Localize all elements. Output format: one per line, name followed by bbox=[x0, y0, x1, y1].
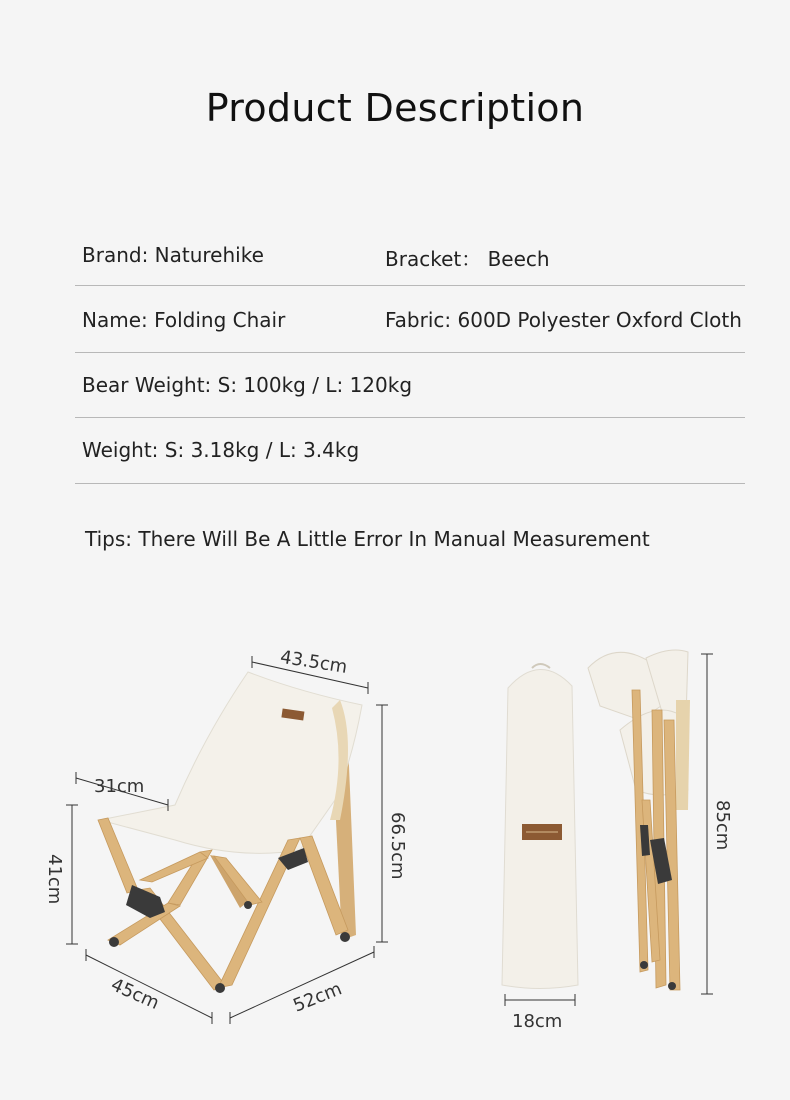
spec-bracket: Bracket： Beech bbox=[385, 247, 550, 271]
spec-weight: Weight: S: 3.18kg / L: 3.4kg bbox=[82, 438, 360, 462]
measurement-tip: Tips: There Will Be A Little Error In Manual Measurement bbox=[85, 527, 650, 551]
dimension-lines bbox=[505, 994, 575, 1006]
spec-name: Name: Folding Chair bbox=[82, 308, 286, 332]
dim-folded-height: 85cm bbox=[712, 800, 733, 851]
dim-bag-width: 18cm bbox=[512, 1011, 563, 1032]
spec-brand: Brand: Naturehike bbox=[82, 243, 264, 267]
dim-base-depth: 45cm bbox=[107, 974, 163, 1014]
dim-base-width: 52cm bbox=[290, 978, 345, 1017]
dim-seat-depth: 31cm bbox=[94, 776, 145, 797]
dimension-lines bbox=[701, 654, 713, 994]
storage-bag-image bbox=[502, 664, 578, 989]
chair-image bbox=[98, 672, 362, 993]
dim-seat-height: 41cm bbox=[44, 854, 65, 905]
page-title: Product Description bbox=[205, 86, 585, 130]
folded-chair-image bbox=[588, 650, 690, 990]
spec-bear-weight: Bear Weight: S: 100kg / L: 120kg bbox=[82, 373, 413, 397]
spec-fabric: Fabric: 600D Polyester Oxford Cloth bbox=[385, 308, 742, 332]
dim-top-width: 43.5cm bbox=[278, 646, 349, 678]
dim-back-height: 66.5cm bbox=[387, 812, 408, 880]
